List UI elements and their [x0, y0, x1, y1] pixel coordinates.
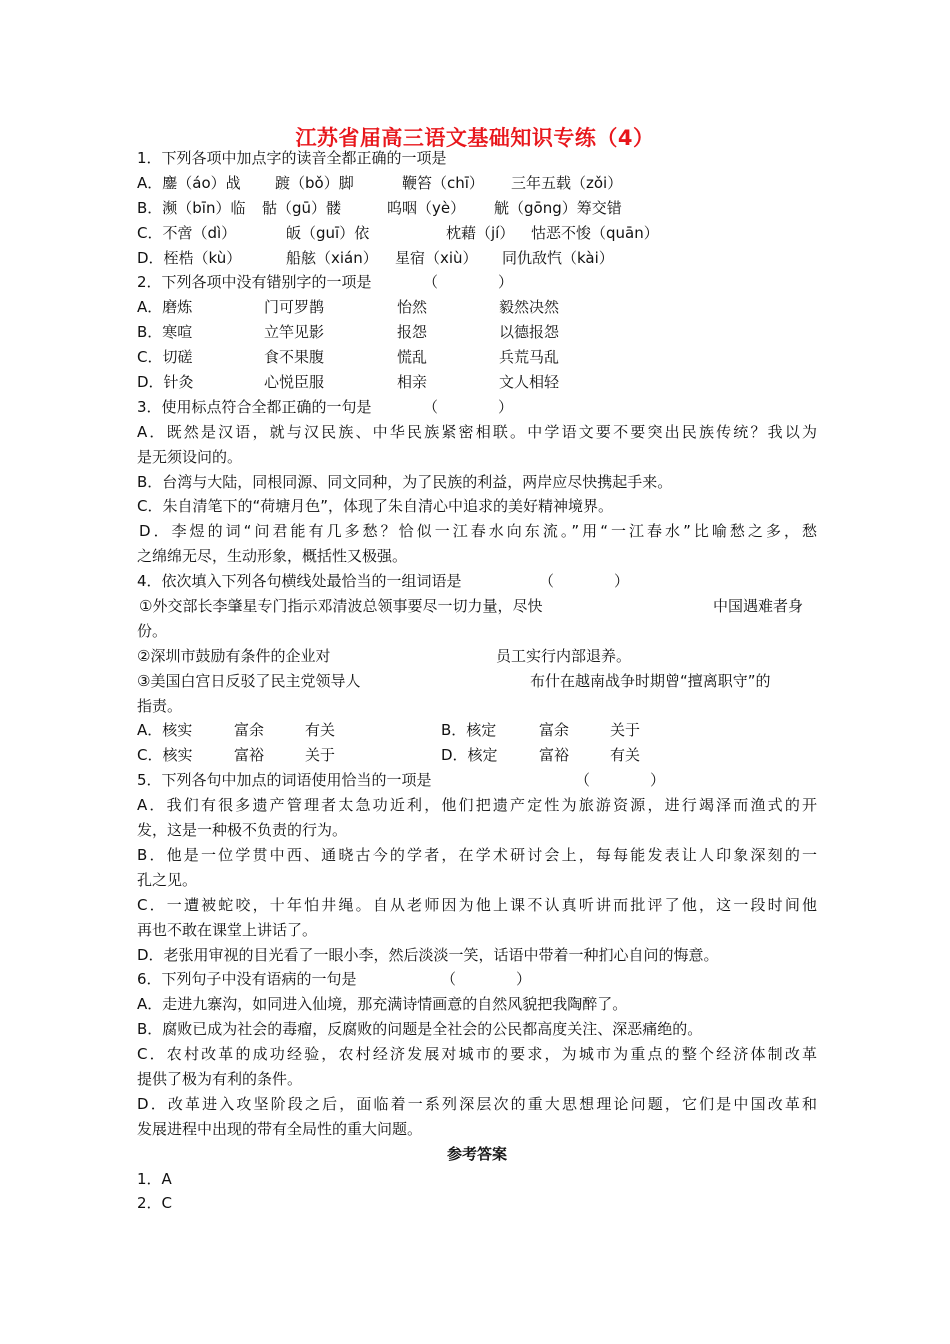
answer-blank: （ ）	[441, 970, 532, 989]
option-part: B．寒喧	[137, 323, 193, 342]
answer-1: 1．A	[137, 1169, 172, 1188]
option-part: 同仇敌忾（kài）	[502, 248, 614, 267]
option-part: 枕藉（jí）	[446, 223, 515, 242]
question-5-option-c-line1: C．一遭被蛇咬，十年怕井绳。自从老师因为他上课不认真听讲而批评了他，这一段时间他	[137, 895, 817, 914]
sentence-part: 中国遇难者身	[713, 597, 804, 616]
stem-text: 3．使用标点符合全都正确的一句是	[137, 397, 372, 416]
question-4-sentence-1-cont: 份。	[137, 621, 168, 640]
option-part: 骷（gū）髅	[262, 198, 342, 217]
document-title: 江苏省届高三语文基础知识专练（4）	[295, 126, 655, 150]
question-4-sentence-3	[137, 669, 817, 694]
sentence-part: 员工实行内部退养。	[496, 646, 632, 665]
option-part: 有关	[610, 746, 641, 765]
option-part: A．磨炼	[137, 298, 193, 317]
question-5-option-b-line2: 孔之见。	[137, 870, 198, 889]
question-3-option-b: B．台湾与大陆，同根同源、同文同种，为了民族的利益，两岸应尽快携起手来。	[137, 472, 673, 491]
option-part: 心悦臣服	[264, 373, 325, 392]
option-part: D．核定	[441, 746, 498, 765]
sentence-part: ②深圳市鼓励有条件的企业对	[137, 646, 331, 665]
question-3-option-a-line2: 是无须设问的。	[137, 447, 243, 466]
option-part: 船舷（xián）	[286, 248, 378, 267]
option-part: 踱（bǒ）脚	[275, 173, 354, 192]
question-6-option-d-line2: 发展进程中出现的带有全局性的重大问题。	[137, 1119, 423, 1138]
question-3-option-d-line2: 之绵绵无尽，生动形象，概括性又极强。	[137, 547, 408, 566]
question-1-option-d	[137, 246, 817, 271]
question-4-sentence-2	[137, 644, 817, 669]
option-part: B．核定	[441, 721, 497, 740]
stem-text: 5．下列各句中加点的词语使用恰当的一项是	[137, 771, 432, 790]
option-part: D．桎梏（kù）	[137, 248, 242, 267]
option-part: D．针灸	[137, 373, 194, 392]
option-part: 怡然	[397, 298, 428, 317]
question-4-sentence-3-cont: 指责。	[137, 696, 183, 715]
option-part: 食不果腹	[264, 348, 325, 367]
question-5-option-a-line2: 发，这是一种极不负责的行为。	[137, 821, 348, 840]
question-3-option-a-line1: A．既然是汉语，就与汉民族、中华民族紧密相联。中学语文要不要突出民族传统？我以为	[137, 422, 817, 441]
option-part: 三年五载（zǒi）	[511, 173, 623, 192]
option-part: 以德报怨	[499, 323, 560, 342]
question-4-sentence-1	[137, 594, 817, 619]
option-part: 关于	[610, 721, 641, 740]
answer-2: 2．C	[137, 1194, 173, 1213]
option-part: C．核实	[137, 746, 193, 765]
question-2-option-d	[137, 370, 817, 395]
question-4-stem	[137, 569, 817, 594]
option-part: 慌乱	[397, 348, 428, 367]
sentence-part: ①外交部长李肇星专门指示邓清波总领事要尽一切力量，尽快	[139, 597, 543, 616]
option-part: 皈（guī）依	[286, 223, 370, 242]
option-part: 相亲	[397, 373, 428, 392]
question-3-stem	[137, 395, 817, 420]
answer-blank: （ ）	[575, 771, 666, 790]
question-6-option-d-line1: D．改革进入攻坚阶段之后，面临着一系列深层次的重大思想理论问题，它们是中国改革和	[137, 1094, 817, 1113]
question-1-option-b	[137, 196, 817, 221]
option-part: 呜咽（yè）	[387, 198, 466, 217]
question-1-stem: 1．下列各项中加点字的读音全都正确的一项是	[137, 149, 447, 167]
question-2-stem	[137, 270, 817, 295]
question-5-option-c-line2: 再也不敢在课堂上讲话了。	[137, 920, 318, 939]
option-part: 富余	[539, 721, 570, 740]
answer-blank: （ ）	[423, 273, 514, 292]
option-part: 文人相轻	[499, 373, 560, 392]
option-part: B．濒（bīn）临	[137, 198, 246, 217]
question-5-stem	[137, 768, 817, 793]
option-part: C．不啻（dì）	[137, 223, 237, 242]
answers-heading: 参考答案	[446, 1144, 507, 1163]
sentence-part: ③美国白宫日反驳了民主党领导人	[137, 671, 361, 690]
option-part: 毅然决然	[499, 298, 560, 317]
question-6-option-c-line2: 提供了极为有利的条件。	[137, 1069, 303, 1088]
option-part: 报怨	[397, 323, 428, 342]
option-part: 富余	[234, 721, 265, 740]
question-3-option-c: C．朱自清笔下的“荷塘月色”，体现了朱自清心中追求的美好精神境界。	[137, 497, 614, 516]
question-6-stem	[137, 967, 817, 992]
question-1-option-a	[137, 171, 817, 196]
question-6-option-b: B．腐败已成为社会的毒瘤，反腐败的问题是全社会的公民都高度关注、深恶痛绝的。	[137, 1020, 703, 1039]
option-part: A．核实	[137, 721, 193, 740]
sentence-part: 布什在越南战争时期曾“擅离职守”的	[530, 671, 771, 690]
answer-blank: （ ）	[539, 572, 630, 591]
option-part: 立竿见影	[264, 323, 325, 342]
question-4-options-ab	[137, 718, 817, 743]
question-5-option-d: D．老张用审视的目光看了一眼小李，然后淡淡一笑，话语中带着一种扪心自问的悔意。	[137, 945, 719, 964]
question-4-options-cd	[137, 743, 817, 768]
question-5-option-a-line1: A．我们有很多遗产管理者太急功近利，他们把遗产定性为旅游资源，进行竭泽而渔式的开	[137, 796, 817, 815]
option-part: 关于	[305, 746, 336, 765]
option-part: 怙恶不悛（quān）	[531, 223, 659, 242]
question-5-option-b-line1: B．他是一位学贯中西、通晓古今的学者，在学术研讨会上，每每能发表让人印象深刻的一	[137, 845, 817, 864]
option-part: 富裕	[234, 746, 265, 765]
stem-text: 4．依次填入下列各句横线处最恰当的一组词语是	[137, 572, 462, 591]
question-2-option-c	[137, 345, 817, 370]
question-6-option-a: A．走进九寨沟，如同进入仙境，那充满诗情画意的自然风貌把我陶醉了。	[137, 995, 628, 1014]
option-part: 富裕	[539, 746, 570, 765]
question-3-option-d-line1: D．李煜的词“问君能有几多愁？恰似一江春水向东流。”用“一江春水”比喻愁之多，愁	[139, 522, 817, 541]
stem-text: 6．下列句子中没有语病的一句是	[137, 970, 357, 989]
option-part: 兵荒马乱	[499, 348, 560, 367]
option-part: 有关	[305, 721, 336, 740]
option-part: C．切磋	[137, 348, 193, 367]
option-part: 觥（gōng）筹交错	[494, 198, 622, 217]
option-part: 星宿（xiù）	[395, 248, 478, 267]
option-part: 门可罗鹊	[264, 298, 325, 317]
stem-text: 2．下列各项中没有错别字的一项是	[137, 273, 372, 292]
option-part: A．鏖（áo）战	[137, 173, 241, 192]
question-1-option-c	[137, 221, 817, 246]
question-6-option-c-line1: C．农村改革的成功经验，农村经济发展对城市的要求，为城市为重点的整个经济体制改革	[137, 1045, 817, 1064]
answer-blank: （ ）	[423, 397, 514, 416]
document-body	[137, 146, 817, 1216]
option-part: 鞭笞（chī）	[402, 173, 484, 192]
question-2-option-b	[137, 320, 817, 345]
question-2-option-a	[137, 295, 817, 320]
